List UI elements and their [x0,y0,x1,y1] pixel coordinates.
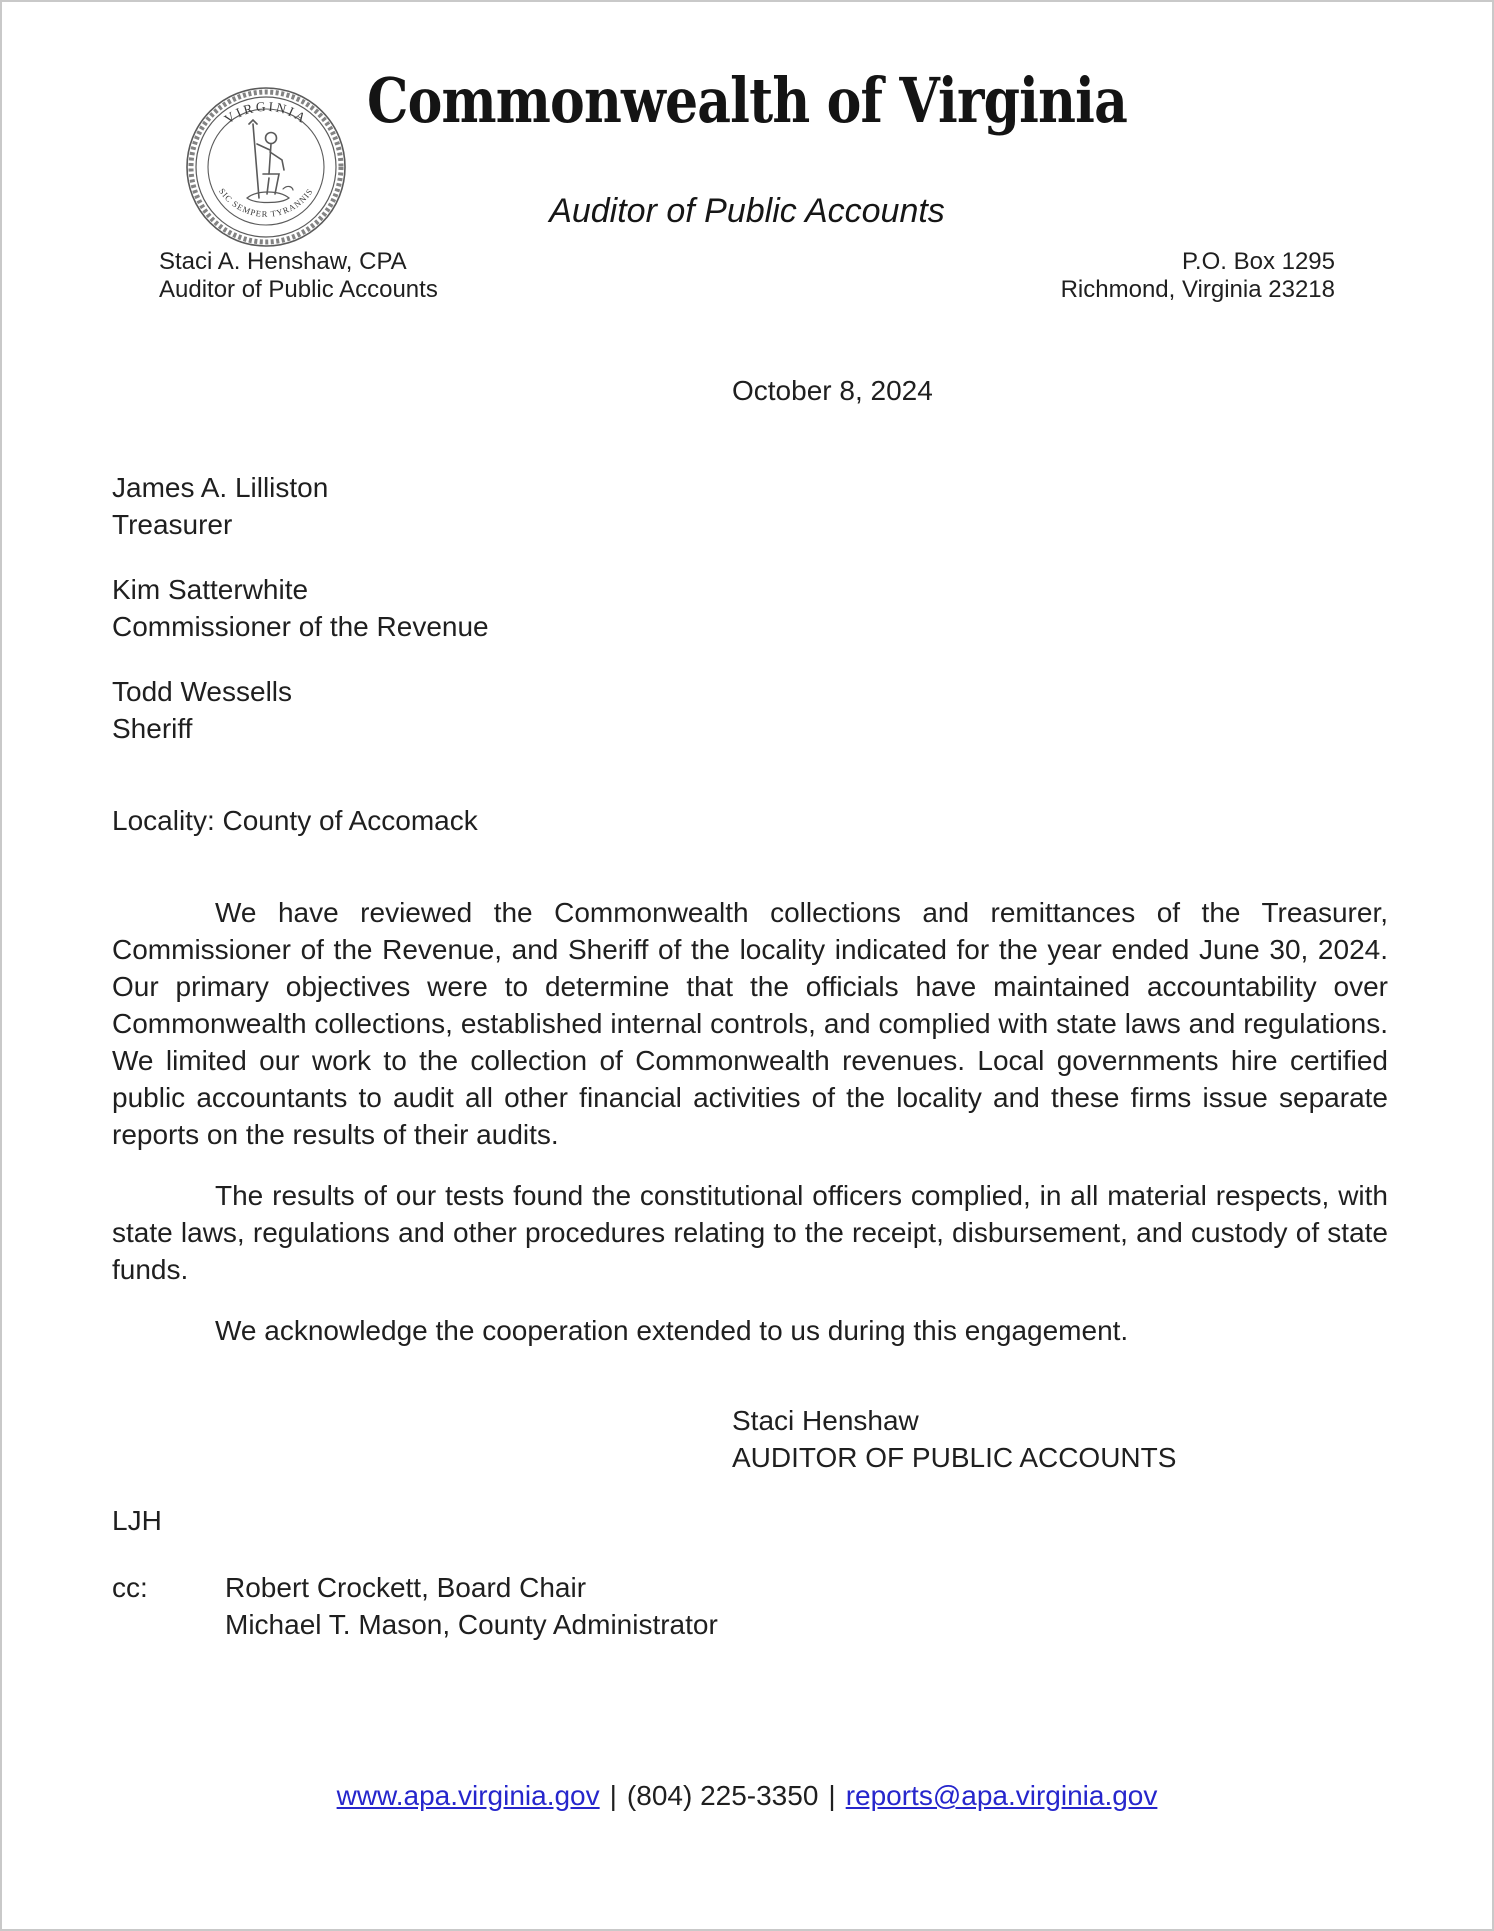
recipient-name: James A. Lilliston [112,472,329,503]
letter-body [2,372,1492,1643]
signature-title: AUDITOR OF PUBLIC ACCOUNTS [732,1442,1177,1473]
cc-entries [225,1569,718,1643]
official-title: Auditor of Public Accounts [159,276,438,303]
address-block [1061,248,1335,304]
address-line1: P.O. Box 1295 [1182,248,1335,275]
recipient-block [112,673,1388,747]
letter-date: October 8, 2024 [732,375,933,406]
footer-separator: | [609,1780,617,1811]
cc-entry: Robert Crockett, Board Chair [225,1572,587,1603]
recipient-block [112,469,1388,543]
website-link[interactable]: www.apa.virginia.gov [336,1780,600,1811]
recipient-name: Todd Wessells [112,676,293,707]
recipient-title: Treasurer [112,509,233,540]
seal-bottom-text: SIC SEMPER TYRANNIS [216,186,316,219]
recipient-name: Kim Satterwhite [112,574,309,605]
email-link[interactable]: reports@apa.virginia.gov [845,1780,1158,1811]
org-subtitle: Auditor of Public Accounts [549,192,945,230]
recipient-block [112,571,1388,645]
body-paragraph-1: We have reviewed the Commonwealth collections and remittances of the Treasurer, Commissioner of the Revenue, and Sheriff of the locality indicated for the year ended June 30, 2024. Our primary objectives were to determine that the officials have maintained accountability over Commonwealth collections, established internal controls, and complied with state laws and regulations. We limited our work to the collection of Commonwealth revenues. Local governments hire certified public accountants to audit all other financial activities of the locality and these firms issue separate reports on the results of their audits. [112,897,1388,1150]
recipient-title: Sheriff [112,713,193,744]
signature-name: Staci Henshaw [732,1405,919,1436]
body-paragraph-2: The results of our tests found the constitutional officers complied, in all material respects, with state laws, regulations and other procedures relating to the receipt, disbursement, and custody of state funds. [112,1180,1388,1285]
preparer-initials: LJH [112,1505,162,1536]
address-line2: Richmond, Virginia 23218 [1060,276,1335,303]
seal-top-text: VIRGINIA [221,98,311,127]
body-paragraph-3: We acknowledge the cooperation extended to us during this engagement. [215,1315,1129,1346]
footer-separator: | [828,1780,836,1811]
official-block [159,248,438,304]
page-footer [2,1780,1492,1812]
official-name: Staci A. Henshaw, CPA [159,248,407,275]
cc-entry: Michael T. Mason, County Administrator [225,1609,718,1640]
org-title: Commonwealth of Virginia [367,64,1127,137]
cc-block [112,1569,1388,1643]
signature-block [732,1402,1388,1476]
letterhead [2,2,1492,314]
footer-phone: (804) 225-3350 [626,1780,819,1811]
locality-line: Locality: County of Accomack [112,805,478,836]
recipient-title: Commissioner of the Revenue [112,611,489,642]
cc-label: cc: [112,1572,148,1603]
